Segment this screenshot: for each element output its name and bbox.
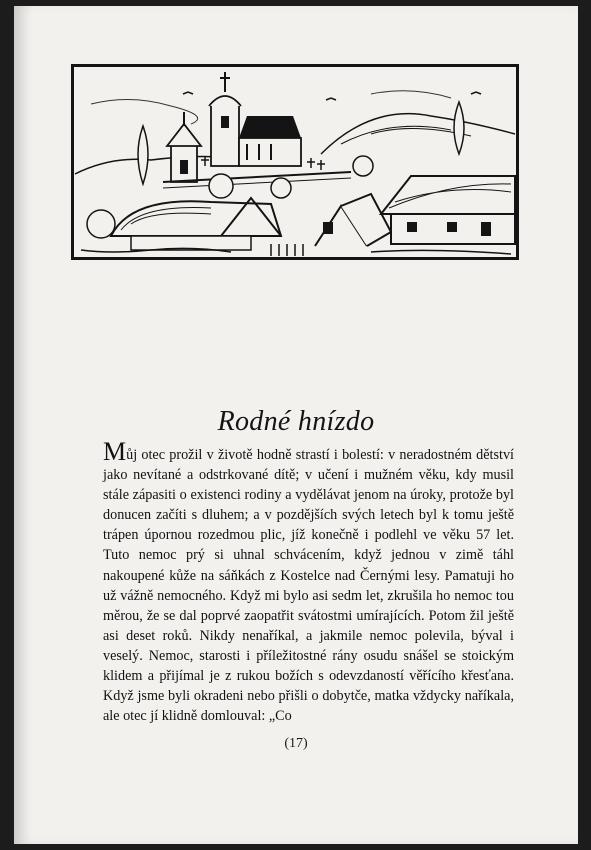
village-woodcut-icon — [71, 64, 519, 260]
book-page — [14, 6, 578, 844]
chapter-title: Rodné hnízdo — [217, 406, 375, 437]
page-number: (17) — [284, 736, 308, 751]
chapter-body — [103, 437, 514, 726]
body-paragraph — [103, 437, 514, 726]
paragraph-text: ůj otec prožil v životě hodně strastí i bolestí: v neradostném dětství jako nevítané a odstrkované dítě; v učení i mužném věku, kdy musil stále zápasiti o existenci rodiny a vydělávat jenom na úroky, protože byl donucen začíti s dluhem; a v pozdějších svých letech byl k tomu ještě trápen úpornou rozedmou plic, jíž konečně i podlehl ve věku 57 let. Tuto nemoc prý si uhnal schvácením, když jednou v zimě táhl nakoupené kůže na sáňkách z Kostelce nad Černými lesy. Pamatuji ho už vážně nemocného. Když mi bylo asi sedm let, zkrušila ho nemoc tou měrou, že se dal poprvé zaopatřit svátostmi umírajících. Potom žil ještě asi deset roků. Nikdy nenaříkal, a jakmile nemoc polevila, býval i veselý. Nemoc, starosti i příležitostné rány osudu snášel se stoickým klidem a přijímal je z rukou božích s odevzdaností věřícího křesťana. Když jsme byli okradeni nebo přišli o dobytče, matka vždycky naříkala, ale otec jí klidně domlouval: „Co — [103, 447, 514, 725]
drop-cap: M — [103, 437, 127, 466]
